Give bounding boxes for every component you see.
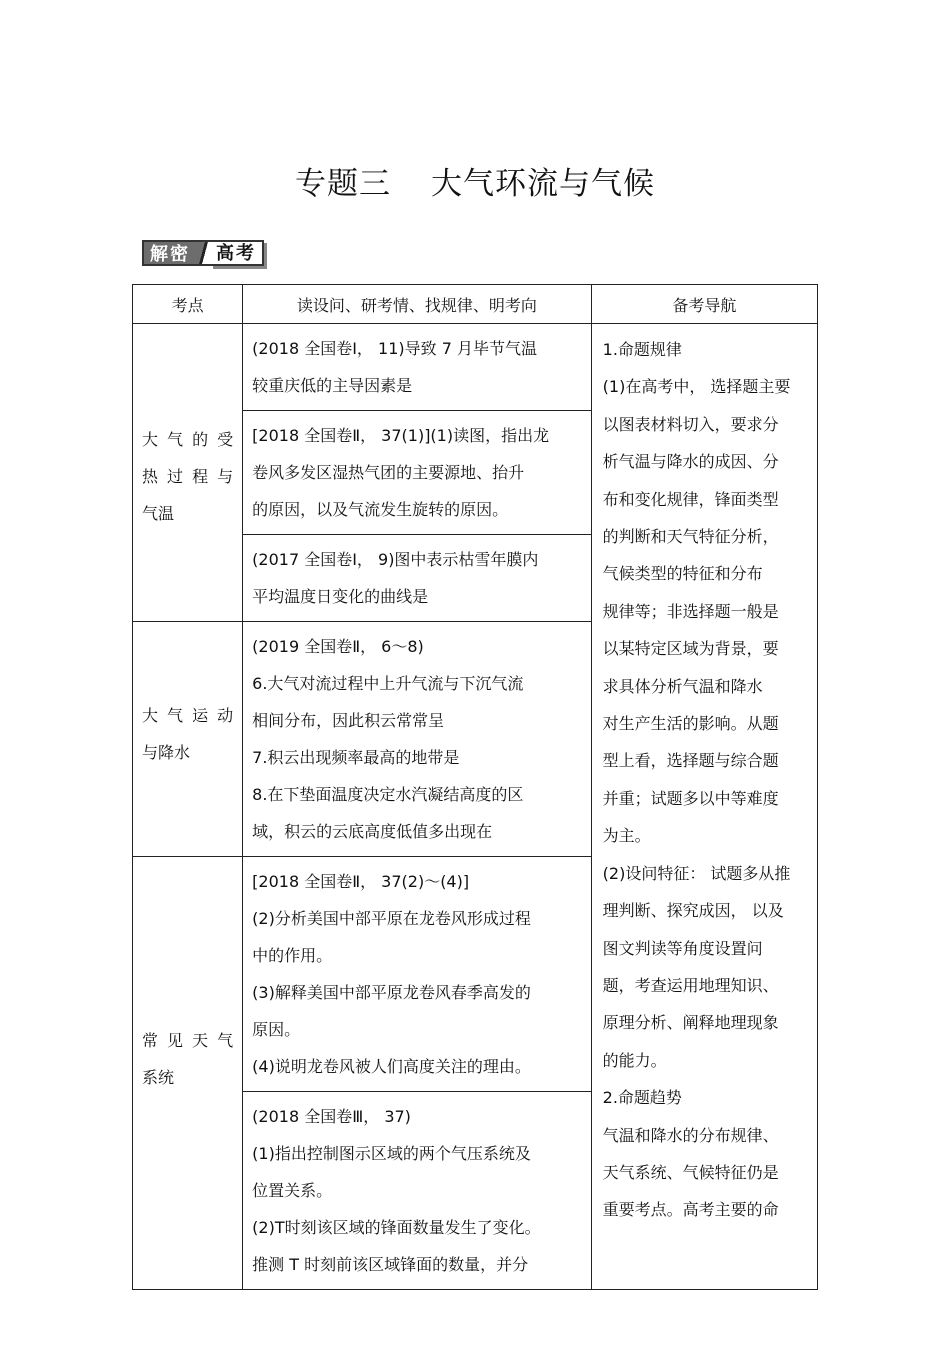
question-cell [243,622,592,857]
guide-line: 求具体分析气温和降水 [602,676,763,696]
question-line: 位置关系。 [252,1181,333,1200]
guide-line: 以图表材料切入，要求分 [602,414,779,434]
question-cell [243,324,592,411]
question-line: (4)说明龙卷风被人们高度关注的理由。 [252,1057,531,1076]
question-cell [243,535,592,622]
guide-line: 析气温与降水的成因、分 [602,452,779,472]
guide-cell [591,324,817,1290]
topic-cell [133,622,243,857]
question-line: 原因。 [252,1020,301,1039]
question-line: (2018 全国卷Ⅰ， 11)导致 7 月毕节气温 [252,339,537,358]
guide-line: 天气系统、气候特征仍是 [602,1162,779,1182]
header-questions: 读设问、研考情、找规律、明考向 [243,285,592,324]
guide-line: 并重；试题多以中等难度 [602,788,779,808]
topic-cell [133,324,243,622]
guide-line: 为主。 [602,826,651,846]
guide-line: 的判断和天气特征分析， [602,527,779,547]
header-topic: 考点 [133,285,243,324]
guide-line: 题，考查运用地理知识、 [602,975,779,995]
header-guide: 备考导航 [591,285,817,324]
question-line: (2017 全国卷Ⅰ， 9)图中表示枯雪年膜内 [252,550,539,569]
guide-line: 气候类型的特征和分布 [602,564,763,584]
section-banner [142,240,264,266]
question-line: (2)分析美国中部平原在龙卷风形成过程 [252,909,531,928]
guide-line: (2)设问特征： 试题多从推 [602,863,791,883]
banner-divider [196,240,210,266]
topic-line: 气温 [142,504,175,523]
question-cell [243,1092,592,1290]
question-line: 域，积云的云底高度低值多出现在 [252,822,493,841]
guide-line: 2.命题趋势 [602,1088,682,1108]
guide-line: 图文判读等角度设置问 [602,938,763,958]
guide-line: 重要考点。高考主要的命 [602,1200,779,1220]
question-line: 的原因，以及气流发生旋转的原因。 [252,500,509,519]
title-topic-number: 专题三 [295,166,391,202]
topic-line: 系统 [142,1068,175,1087]
question-line: 平均温度日变化的曲线是 [252,587,429,606]
guide-line: 1.命题规律 [602,340,682,359]
guide-line: 气温和降水的分布规律、 [602,1125,779,1145]
guide-line: 原理分析、阐释地理现象 [602,1013,779,1033]
question-line: (1)指出控制图示区域的两个气压系统及 [252,1144,531,1163]
question-line: 较重庆低的主导因素是 [252,376,413,395]
guide-line: 理判断、探究成因， 以及 [602,901,784,921]
question-line: [2018 全国卷Ⅱ， 37(2)～(4)] [252,872,470,891]
guide-line: 对生产生活的影响。从题 [602,714,779,734]
guide-line: 的能力。 [602,1050,667,1070]
question-line: 8.在下垫面温度决定水汽凝结高度的区 [252,785,524,804]
question-line: (2019 全国卷Ⅱ， 6～8) [252,637,424,656]
topic-line: 热 过 程 与 [142,467,234,486]
guide-line: 型上看，选择题与综合题 [602,751,779,771]
question-line: [2018 全国卷Ⅱ， 37(1)](1)读图，指出龙 [252,426,550,445]
page-title [0,158,950,203]
guide-text [593,325,816,1229]
question-line: (3)解释美国中部平原龙卷风春季高发的 [252,983,531,1002]
guide-line: 布和变化规律，锋面类型 [602,489,779,509]
table-row [133,324,818,411]
question-line: 相间分布，因此积云常常呈 [252,711,445,730]
guide-line: 规律等；非选择题一般是 [602,601,779,621]
question-line: 中的作用。 [252,946,333,965]
table-header-row [133,285,818,324]
question-line: 7.积云出现频率最高的地带是 [252,748,460,767]
question-cell [243,411,592,535]
guide-line: 以某特定区域为背景，要 [602,639,779,659]
topic-line: 大 气 运 动 [142,706,234,725]
topic-line: 大 气 的 受 [142,430,234,449]
question-line: 推测 T 时刻前该区域锋面的数量，并分 [252,1255,529,1274]
topic-cell [133,857,243,1290]
question-cell [243,857,592,1092]
topic-line: 常 见 天 气 [142,1031,234,1050]
question-line: 6.大气对流过程中上升气流与下沉气流 [252,674,524,693]
guide-line: (1)在高考中， 选择题主要 [602,377,791,397]
title-topic-name: 大气环流与气候 [431,166,655,202]
banner-right-label: 高考 [210,240,264,266]
exam-analysis-table [132,284,818,1290]
question-line: (2)T时刻该区域的锋面数量发生了变化。 [252,1218,541,1237]
banner-left-label: 解密 [142,240,196,266]
topic-line: 与降水 [142,743,191,762]
question-line: (2018 全国卷Ⅲ， 37) [252,1107,411,1126]
question-line: 卷风多发区湿热气团的主要源地、抬升 [252,463,525,482]
